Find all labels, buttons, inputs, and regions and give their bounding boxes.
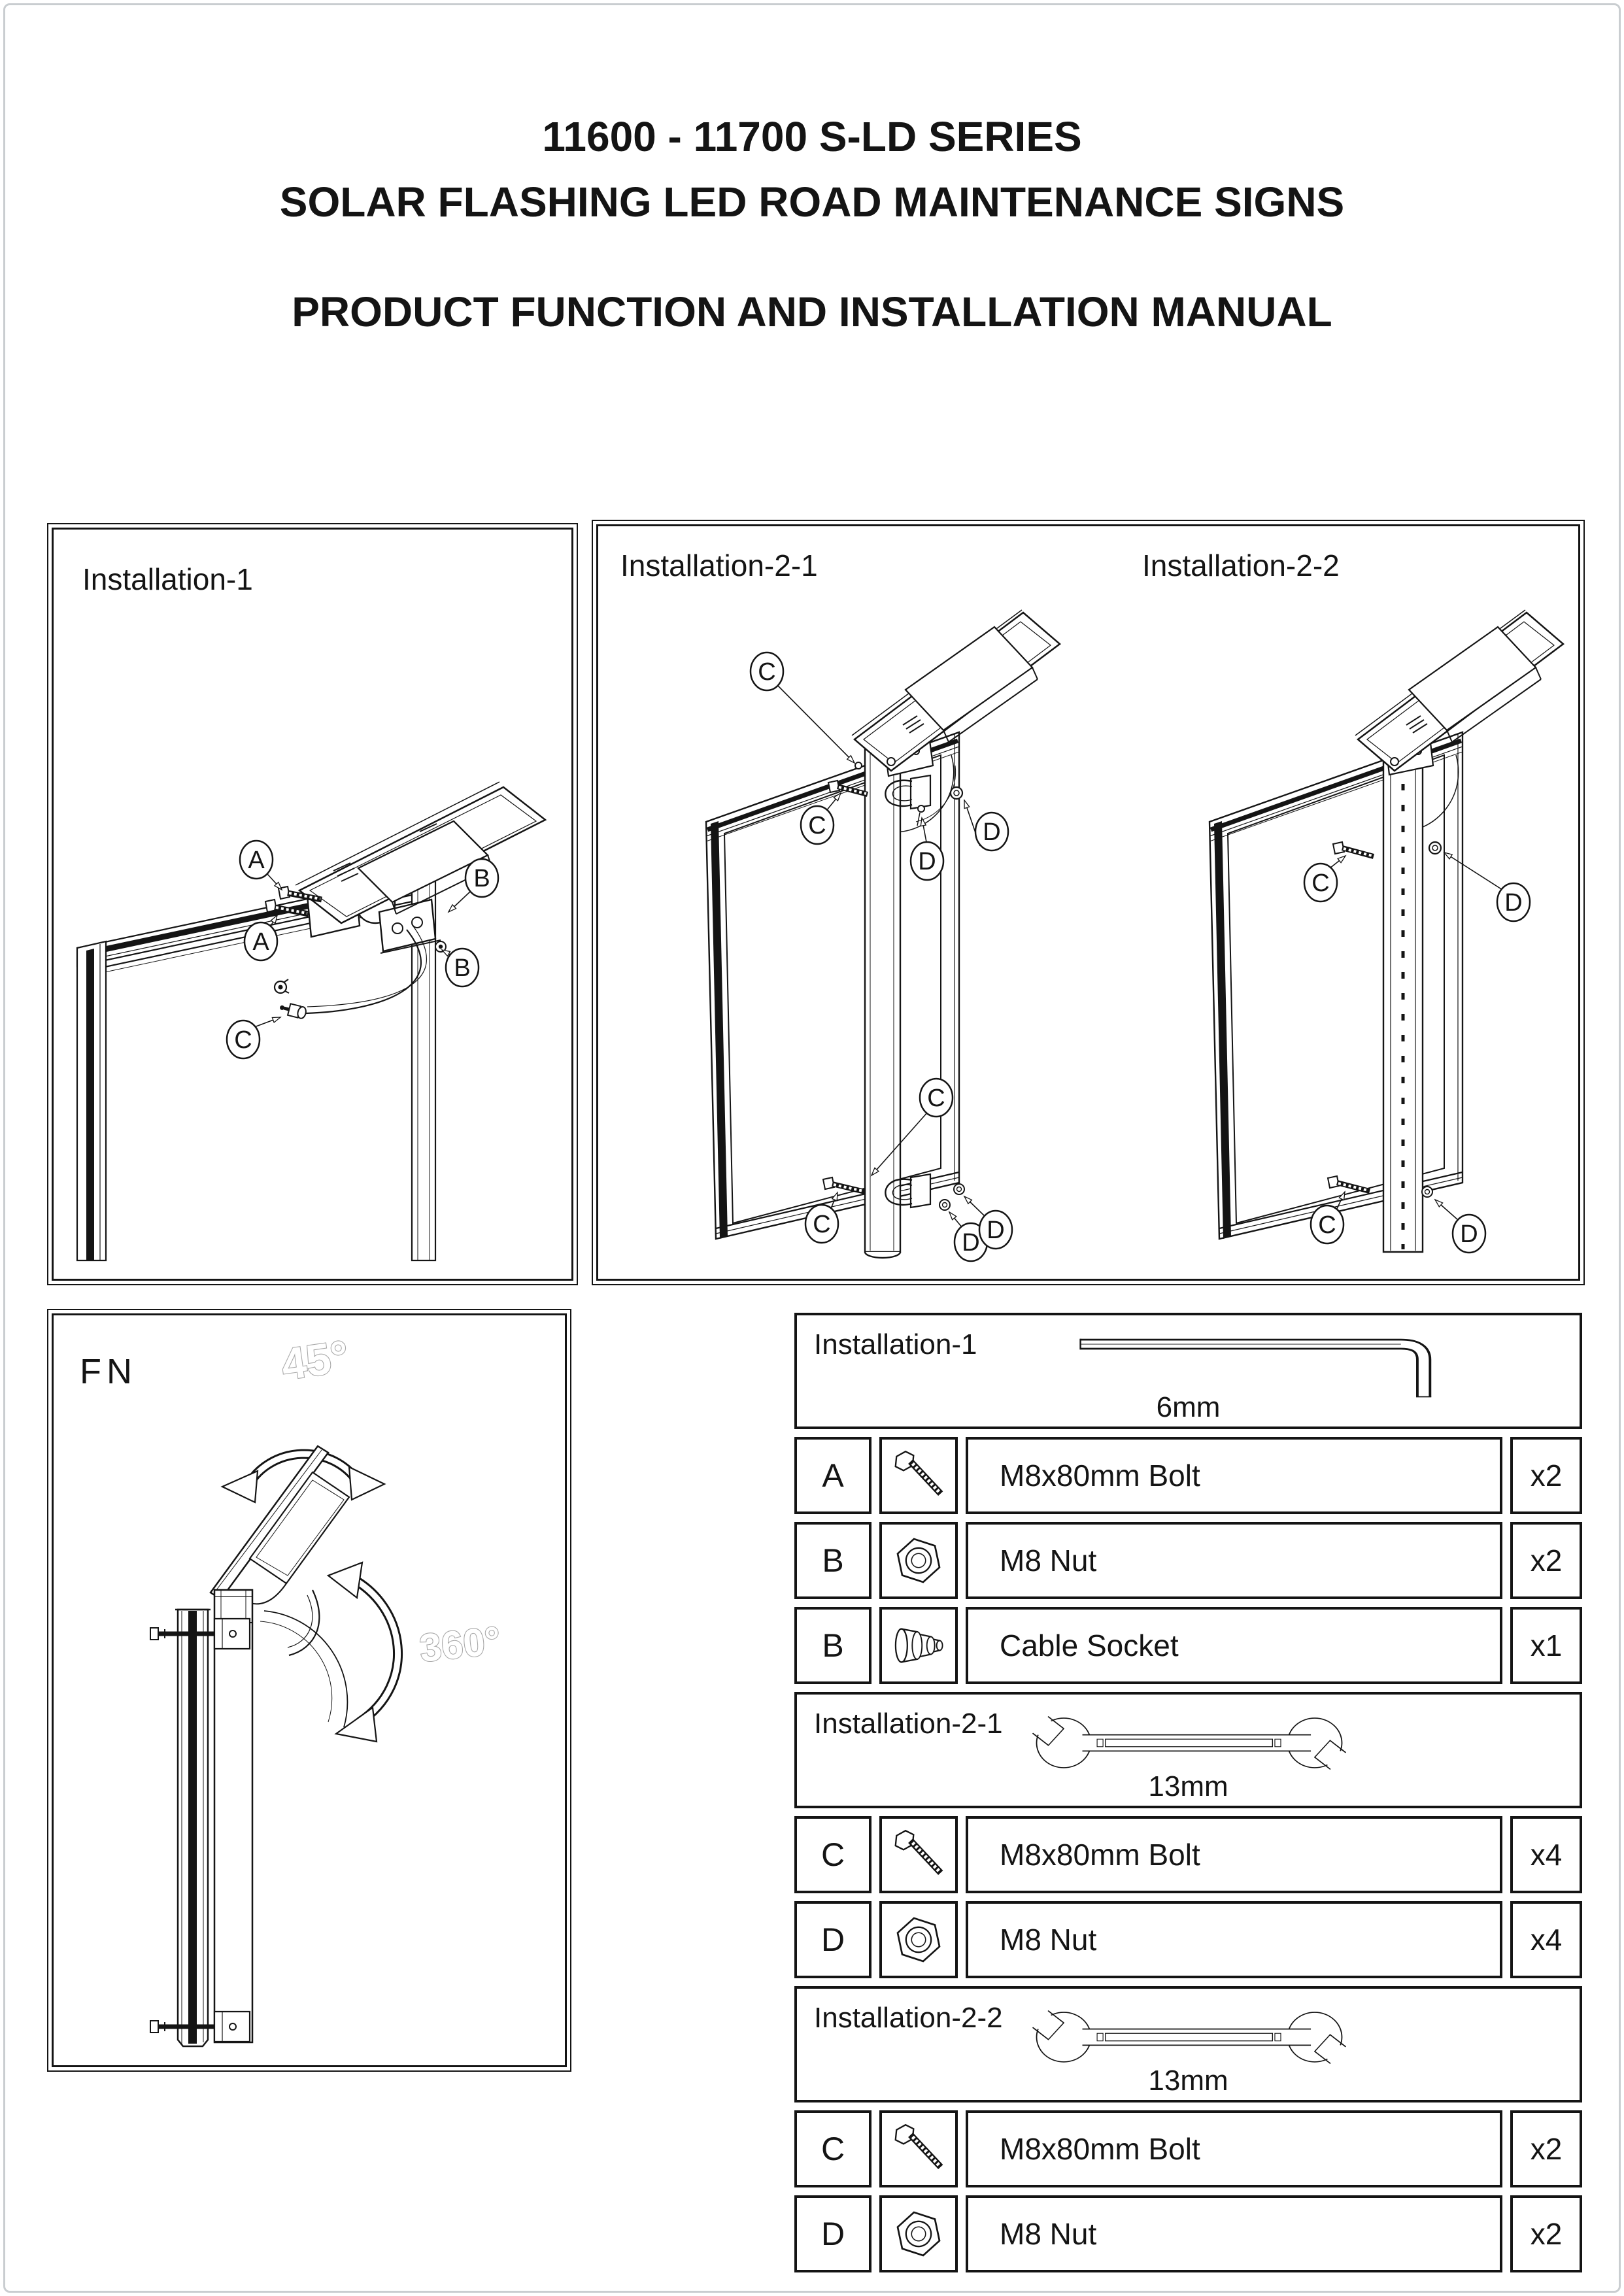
part-quantity: x4 <box>1510 1816 1582 1893</box>
bolt-icon <box>879 1816 958 1893</box>
part-description: M8 Nut <box>966 1901 1502 1978</box>
part-description: M8 Nut <box>966 1522 1502 1599</box>
section-title: Installation-1 <box>814 1328 977 1360</box>
parts-table <box>794 1313 1582 2272</box>
svg-text:D: D <box>1460 1221 1478 1248</box>
svg-text:D: D <box>962 1229 980 1257</box>
tool-size-label: 13mm <box>1148 1770 1228 1802</box>
svg-text:C: C <box>1318 1211 1336 1239</box>
cable-gland <box>275 979 289 993</box>
table-row <box>794 2195 1582 2272</box>
tilt-angle-label: 45° <box>278 1331 352 1390</box>
hex-key-icon <box>1072 1332 1477 1400</box>
part-quantity: x4 <box>1510 1901 1582 1978</box>
svg-text:A: A <box>252 928 269 956</box>
section-installation-1-header <box>794 1313 1582 1429</box>
callout-a-1 <box>240 841 273 879</box>
callout-b-1 <box>465 859 498 897</box>
part-key: B <box>794 1607 871 1684</box>
part-quantity: x1 <box>1510 1607 1582 1684</box>
installation-1-drawing <box>54 530 571 1279</box>
installation-2-1-drawing <box>706 610 1060 1261</box>
part-quantity: x2 <box>1510 1522 1582 1599</box>
part-key: C <box>794 1816 871 1893</box>
bolt-icon <box>879 1437 958 1514</box>
bolt-icon <box>879 2110 958 2187</box>
tool-size-label: 6mm <box>1156 1391 1221 1423</box>
section-installation-2-1-header <box>794 1692 1582 1808</box>
callout-a-2 <box>245 922 277 960</box>
svg-text:A: A <box>248 847 265 874</box>
svg-text:C: C <box>1311 869 1330 897</box>
installation-1-diagram-box <box>47 523 578 1285</box>
part-key: C <box>794 2110 871 2187</box>
installation-1-inner-border <box>52 528 573 1281</box>
solar-panel-drawing <box>296 782 545 923</box>
section-installation-2-2-header <box>794 1986 1582 2102</box>
installation-2-diagram-box <box>592 520 1585 1285</box>
spin-angle-label: 360° <box>417 1618 503 1670</box>
table-row <box>794 1437 1582 1514</box>
part-description: M8x80mm Bolt <box>966 2110 1502 2187</box>
title-series: 11600 - 11700 S-LD SERIES <box>542 113 1082 160</box>
svg-text:B: B <box>473 865 490 892</box>
installation-2-1-label: Installation-2-1 <box>620 549 818 582</box>
svg-text:C: C <box>808 812 826 839</box>
svg-text:C: C <box>927 1085 945 1112</box>
fn-function-diagram-box <box>47 1309 571 2072</box>
part-key: D <box>794 1901 871 1978</box>
part-description: M8x80mm Bolt <box>966 1816 1502 1893</box>
section-title: Installation-2-1 <box>814 1708 1003 1740</box>
u-channel-post <box>1383 754 1423 1252</box>
nut-icon <box>879 1901 958 1978</box>
title-product: SOLAR FLASHING LED ROAD MAINTENANCE SIGNS <box>279 178 1345 226</box>
part-key: D <box>794 2195 871 2272</box>
table-row <box>794 1607 1582 1684</box>
fn-label: FN <box>80 1352 137 1391</box>
mount-swing-arcs <box>260 1611 347 1727</box>
nut-icon <box>879 1522 958 1599</box>
fn-inner-border <box>52 1313 567 2067</box>
table-row <box>794 1522 1582 1599</box>
part-description: M8x80mm Bolt <box>966 1437 1502 1514</box>
svg-text:D: D <box>987 1217 1005 1244</box>
nut-icon <box>879 2195 958 2272</box>
tool-size-label: 13mm <box>1148 2065 1228 2097</box>
callout-c-1 <box>227 1021 260 1058</box>
section-title: Installation-2-2 <box>814 2002 1003 2034</box>
part-description: M8 Nut <box>966 2195 1502 2272</box>
table-row <box>794 2110 1582 2187</box>
part-description: Cable Socket <box>966 1607 1502 1684</box>
callout-b-2 <box>446 949 479 987</box>
cable-connector <box>279 1002 307 1019</box>
table-row <box>794 1816 1582 1893</box>
part-quantity: x2 <box>1510 2195 1582 2272</box>
svg-text:C: C <box>234 1026 252 1054</box>
svg-text:D: D <box>918 848 936 875</box>
svg-text:D: D <box>1504 889 1523 917</box>
part-key: B <box>794 1522 871 1599</box>
svg-text:C: C <box>813 1211 831 1238</box>
installation-2-drawing <box>598 526 1578 1279</box>
fn-drawing <box>54 1315 565 2065</box>
svg-text:B: B <box>454 954 471 982</box>
table-row <box>794 1901 1582 1978</box>
cable-socket-icon <box>879 1607 958 1684</box>
installation-2-2-drawing <box>1210 610 1563 1253</box>
installation-1-label: Installation-1 <box>82 562 253 596</box>
svg-text:D: D <box>983 819 1001 846</box>
title-manual: PRODUCT FUNCTION AND INSTALLATION MANUAL <box>292 288 1332 335</box>
part-quantity: x2 <box>1510 1437 1582 1514</box>
mount-column <box>214 1590 252 2042</box>
part-key: A <box>794 1437 871 1514</box>
installation-2-inner-border <box>596 524 1580 1281</box>
svg-text:C: C <box>758 658 776 686</box>
part-quantity: x2 <box>1510 2110 1582 2187</box>
spin-arrow <box>328 1562 398 1742</box>
sign-side-view <box>175 1610 211 2046</box>
installation-2-2-label: Installation-2-2 <box>1142 549 1340 582</box>
